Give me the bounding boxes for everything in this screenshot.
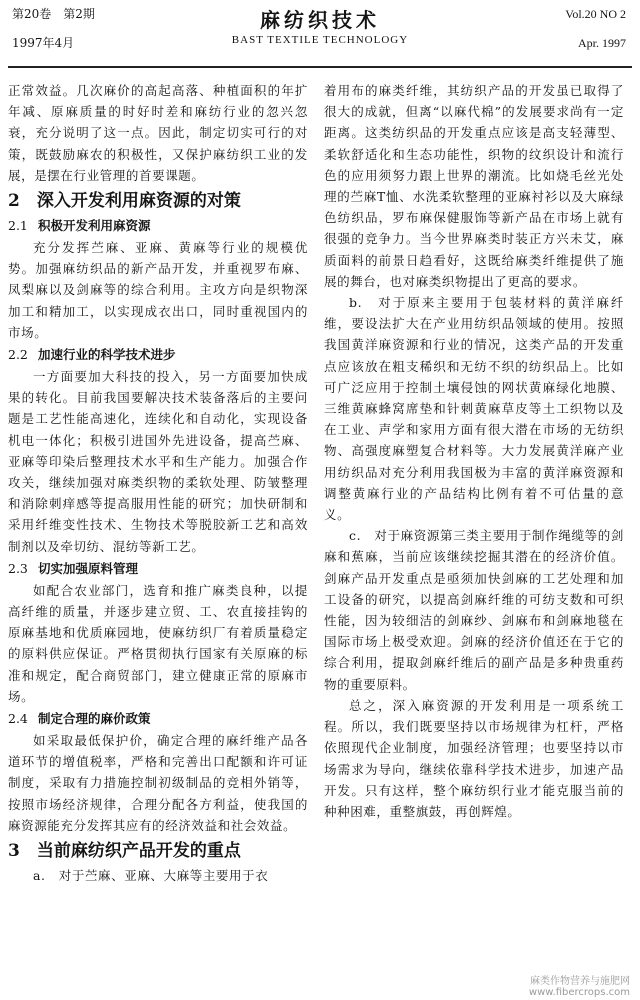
- paragraph: 总之，深入麻资源的开发利用是一项系统工程。所以，我们既要坚持以市场规律为杠杆，严格依照现代企业制度，加强经济管理；也要坚持以市场需求为导向，继续依靠科学技术进步，加速产品开发。只有这样，整个麻纺织行业才能克服当前的种种困难，重整旗鼓，再创辉煌。: [324, 697, 624, 819]
- paragraph: 着用布的麻类纤维，其纺织产品的开发虽已取得了很大的成就，但离“以麻代棉”的发展要求尚有一定距离。这类纺织品的开发重点应该是高支轻薄型、柔软舒适化和生态功能性，织物的纹织设计和流行色的应用须努力跟上世界的潮流。比如烧毛丝光处理的苎麻T恤、水洗柔软整理的亚麻衬衫以及大麻绿色纺织品，罗布麻保健服饰等新产品在市场上就有很强的竞争力。当今世界麻类时装正方兴未艾，麻质面料的前景日趋看好，这既给麻类纤维提供了施展的舞台，也对麻类织物提出了更高的要求。: [324, 83, 624, 289]
- subsection-heading: [8, 708, 308, 729]
- volume-issue-en: Vol.20 NO 2: [565, 7, 626, 21]
- subsection-number: 2.1: [8, 218, 28, 234]
- paragraph: 如采取最低保护价，确定合理的麻纤维产品各道环节的增值税率，严格和完善出口配额和许可证制度，采取有力措施控制初级制品的竞相外销等，按照市场经济规律，合理分配各方利益，使我国的麻资源能充分发挥其应有的经济效益和社会效益。: [8, 733, 308, 833]
- volume-issue-cn: 第20卷 第2期: [12, 7, 95, 21]
- subsection-title: 切实加强原料管理: [38, 560, 139, 576]
- subsection-title: 积极开发利用麻资源: [38, 218, 151, 234]
- paragraph: 正常效益。几次麻价的高起高落、种植面积的年扩年减、原麻质量的时好时差和麻纺行业的忽兴忽衰，充分说明了这一点。因此，制定切实可行的对策，既鼓励麻农的积极性，又保护麻纺织工业的发展，是摆在行业管理的首要课题。: [8, 83, 308, 183]
- watermark-url: www.fibercrops.com: [528, 987, 630, 998]
- date-cn: 1997年4月: [12, 36, 75, 50]
- header-rule: [8, 66, 632, 68]
- subsection-number: 2.3: [8, 560, 28, 576]
- paragraph: a. 对于苎麻、亚麻、大麻等主要用于衣: [33, 868, 269, 884]
- watermark-site-name: 麻类作物营养与施肥网: [530, 976, 630, 987]
- section-heading: 2 深入开发利用麻资源的对策: [8, 191, 241, 212]
- paragraph: c. 对于麻资源第三类主要用于制作绳缆等的剑麻和蕉麻，当前应该继续挖掘其潜在的经济价值。剑麻产品开发重点是亟须加快剑麻的工艺处理和加工设备的研究，以提高剑麻纤维的可纺支数和可织性能，因为较细洁的剑麻纱、剑麻布和剑麻地毯在国际市场上极受欢迎。剑麻的经济价值还在于它的综合利用，提取剑麻纤维后的副产品是多种贵重药物的重要原料。: [324, 528, 624, 692]
- subsection-title: 加速行业的科学技术进步: [38, 347, 176, 363]
- paragraph: 如配合农业部门，选育和推广麻类良种，以提高纤维的质量，并逐步建立贸、工、农直接挂钩的原麻基地和优质麻园地，使麻纺织厂有着质量稳定的原料供应保证。严格贯彻执行国家有关原麻的标准和规定，配合商贸部门，建立健康正常的原麻市场。: [8, 582, 308, 704]
- page-header: [0, 0, 640, 74]
- paragraph: 一方面要加大科技的投入，另一方面要加快成果的转化。目前我国要解决技术装备落后的主要问题是工艺性能高速化，连续化和自动化，实现设备机电一体化；积极引进国外先进设备，提高苎麻、亚麻等印染后整理技术水平和生产能力。加强合作攻关，继续加强对麻类织物的柔软处理、防皱整理和消除刺痒感等提高服用性能的研究；加快研制和采用纤维变性技术、生物技术等脱胶新工艺和高效制剂以及牵切纺、混纺等新工艺。: [8, 369, 308, 554]
- subsection-number: 2.4: [8, 711, 28, 727]
- subsection-heading: [8, 558, 308, 579]
- subsection-heading: [8, 344, 308, 365]
- subsection-title: 制定合理的麻价政策: [38, 711, 151, 727]
- paragraph: b. 对于原来主要用于包装材料的黄洋麻纤维，要设法扩大在产业用纺织品领域的使用。按照我国黄洋麻资源和行业的情况，这类产品的开发重点应该放在粗支稀织和无纺不织的纺织品上。比如可广泛应用于控制土壤侵蚀的网状黄麻绿化地膜、三维黄麻蜂窝席垫和针刺黄麻草皮等土工织物以及在工业、声学和家用方面有很大潜在市场的无纺织物、高强度麻塑复合材料等。大力发展黄洋麻产业用纺织品对充分利用我国极为丰富的黄洋麻资源和调整黄麻行业的产品结构比例有着不可估量的意义。: [324, 295, 624, 523]
- right-column: [324, 80, 624, 995]
- watermark: [529, 976, 630, 998]
- journal-title-cn: 麻纺织技术: [260, 8, 380, 32]
- paragraph: 充分发挥苎麻、亚麻、黄麻等行业的规模优势。加强麻纺织品的新产品开发，并重视罗布麻、凤梨麻以及剑麻等的综合利用。主攻方向是织物深加工和精加工，以实现成衣出口，同时重视国内的市场。: [8, 240, 308, 340]
- subsection-number: 2.2: [8, 347, 28, 363]
- date-en: Apr. 1997: [578, 36, 626, 50]
- subsection-heading: [8, 215, 308, 236]
- left-column: [8, 80, 308, 995]
- journal-title-en: BAST TEXTILE TECHNOLOGY: [231, 34, 409, 46]
- section-heading: 3 当前麻纺织产品开发的重点: [8, 841, 241, 862]
